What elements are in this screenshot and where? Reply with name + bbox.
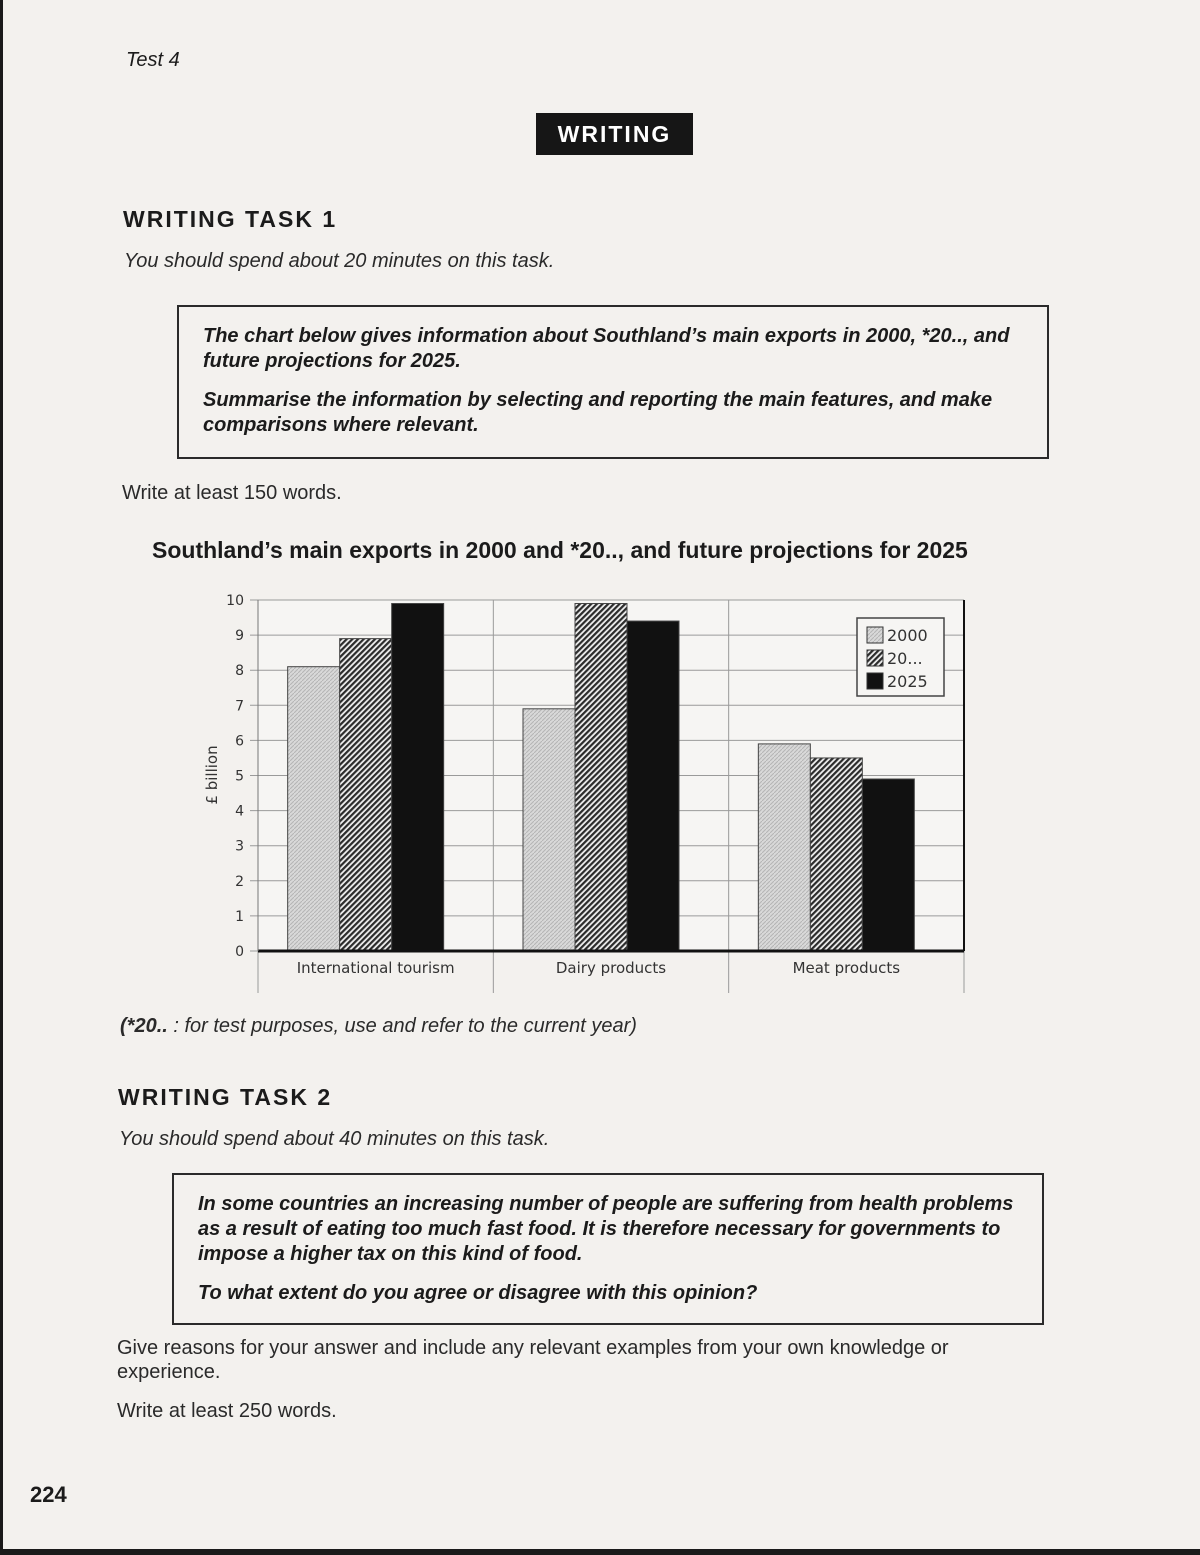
page-edge-left [0,0,3,1555]
legend-label: 20... [887,649,923,668]
task2-time-instruction: You should spend about 40 minutes on this task. [119,1128,550,1150]
y-tick-label: 7 [235,698,244,715]
legend-label: 2025 [887,672,928,691]
page-edge-bottom [0,1549,1200,1555]
x-category-label: Meat products [792,959,901,977]
y-tick-label: 0 [235,944,244,960]
y-tick-label: 2 [235,873,244,890]
task1-prompt-box [177,305,1049,459]
chart-footnote [120,1015,637,1038]
y-tick-label: 4 [235,803,244,820]
section-badge: WRITING [536,113,693,155]
test-label: Test 4 [126,49,180,71]
bar [810,758,862,951]
bar-chart [190,585,990,1005]
task2-heading: WRITING TASK 2 [118,1084,333,1110]
y-tick-label: 6 [235,733,244,750]
task2-prompt-line1: In some countries an increasing number of people are suffering from health problems as a result of eating too much fast food. It is therefore necessary for governments to impose a higher tax on this kind of food. [198,1193,1014,1265]
x-category-label: International tourism [296,959,455,977]
bar [288,667,340,951]
task2-reasons-text: Give reasons for your answer and include any relevant examples from your own knowledge or experience. [117,1337,949,1383]
task1-prompt-line1: The chart below gives information about Southland’s main exports in 2000, *20.., and future projections for 2025. [203,325,1010,372]
bar [862,779,914,951]
y-tick-label: 10 [226,593,244,609]
x-category-label: Dairy products [555,959,667,977]
y-tick-label: 5 [235,768,244,785]
y-axis-label: £ billion [203,745,221,805]
y-tick-label: 1 [235,908,244,925]
footnote-marker: (*20.. [120,1015,168,1037]
task2-prompt-line2: To what extent do you agree or disagree with this opinion? [198,1282,758,1304]
task1-prompt-line2: Summarise the information by selecting and reporting the main features, and make comparisons where relevant. [203,389,993,436]
y-tick-label: 3 [235,838,244,855]
task1-heading: WRITING TASK 1 [123,206,338,232]
bar [340,639,392,951]
task2-prompt-box [172,1173,1044,1325]
legend-label: 2000 [887,626,928,645]
bar [392,604,444,951]
page-number: 224 [30,1482,67,1507]
footnote-text: : for test purposes, use and refer to the current year) [167,1015,637,1037]
y-tick-label: 8 [235,663,244,680]
legend-swatch [867,627,883,643]
bar [523,709,575,951]
task1-time-instruction: You should spend about 20 minutes on this task. [124,250,555,272]
bar [758,744,810,951]
bar [575,604,627,951]
task1-word-count: Write at least 150 words. [122,482,342,504]
task2-word-count: Write at least 250 words. [117,1400,337,1422]
legend-swatch [867,673,883,689]
chart-title: Southland’s main exports in 2000 and *20.., and future projections for 2025 [152,537,968,563]
legend-swatch [867,650,883,666]
y-tick-label: 9 [235,628,244,645]
bar [627,621,679,951]
